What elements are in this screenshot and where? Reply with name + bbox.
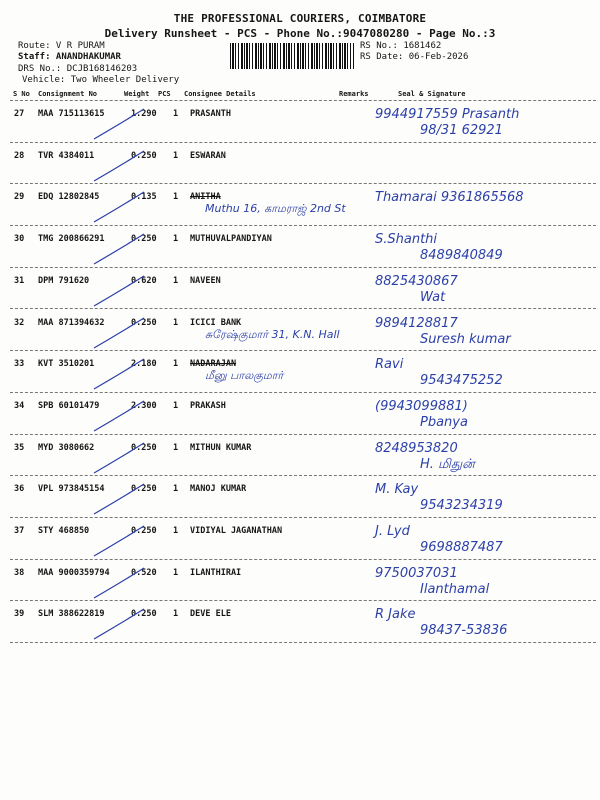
col-remarks: Remarks xyxy=(339,90,369,98)
row-pcs: 1 xyxy=(173,442,179,453)
row-weight: 0.250 xyxy=(131,442,157,453)
row-consignee: MANOJ KUMAR xyxy=(190,484,247,495)
row-pcs: 1 xyxy=(173,567,179,578)
row-consignment: DPM 791620 xyxy=(38,275,90,286)
row-sno: 37 xyxy=(14,526,25,536)
table-row xyxy=(0,226,600,268)
row-weight: 2.180 xyxy=(131,359,157,370)
vehicle-label: Vehicle: Two Wheeler Delivery xyxy=(22,75,180,85)
tick-mark xyxy=(88,522,158,562)
col-sno: S No xyxy=(13,90,30,98)
row-weight: 0.250 xyxy=(131,609,157,620)
row-pcs: 1 xyxy=(173,234,179,245)
table-row xyxy=(0,393,600,435)
signature-primary: 9944917559 Prasanth xyxy=(375,107,520,122)
table-row xyxy=(0,601,600,643)
signature-secondary: Ilanthamal xyxy=(420,581,490,597)
signature-primary: 8825430867 xyxy=(375,273,458,289)
rs-number: RS No.: 1681462 xyxy=(360,41,442,51)
signature-primary: 9750037031 xyxy=(375,565,458,581)
tick-mark xyxy=(88,355,158,395)
company-title: THE PROFESSIONAL COURIERS, COIMBATORE xyxy=(173,12,427,25)
col-consignment: Consignment No xyxy=(38,90,98,98)
signature-primary: 9894128817 xyxy=(375,315,458,331)
tick-mark xyxy=(88,480,158,520)
tick-mark xyxy=(88,188,158,228)
table-row xyxy=(0,268,600,310)
staff-label: Staff: ANANDHAKUMAR xyxy=(18,52,121,62)
row-consignment: VPL 973845154 xyxy=(38,484,105,495)
row-weight: 0.250 xyxy=(131,234,157,245)
table-row xyxy=(0,435,600,477)
row-consignee: NADARAJAN xyxy=(190,359,237,370)
signature-secondary: 8489840849 xyxy=(420,248,503,264)
row-consignment: STY 468850 xyxy=(38,526,90,536)
row-consignment: TVR 4384011 xyxy=(38,150,95,161)
row-weight: 0.250 xyxy=(131,317,157,328)
row-sno: 31 xyxy=(14,275,25,286)
row-consignment: MAA 871394632 xyxy=(38,317,105,328)
row-weight: 0.250 xyxy=(131,526,157,536)
table-row xyxy=(0,310,600,352)
table-row xyxy=(0,351,600,393)
row-weight: 0.135 xyxy=(131,192,157,203)
signature-primary: Thamarai 9361865568 xyxy=(375,190,524,206)
signature-primary: J. Lyd xyxy=(375,524,410,539)
row-consignee: MITHUN KUMAR xyxy=(190,442,252,453)
table-row xyxy=(0,476,600,518)
drs-number: DRS No.: DCJB168146203 xyxy=(18,64,138,74)
row-sno: 34 xyxy=(14,400,25,411)
row-consignment: KVT 3510201 xyxy=(38,359,95,370)
row-sno: 32 xyxy=(14,317,25,328)
col-weight: Weight xyxy=(124,90,150,98)
row-pcs: 1 xyxy=(173,526,179,536)
row-consignment: EDQ 12802845 xyxy=(38,192,100,203)
row-pcs: 1 xyxy=(173,150,179,161)
row-pcs: 1 xyxy=(173,609,179,620)
row-consignee: PRASANTH xyxy=(190,109,231,119)
row-weight: 1.290 xyxy=(131,109,157,119)
row-divider xyxy=(10,642,596,643)
row-consignee: NAVEEN xyxy=(190,275,221,286)
route-label: Route: V R PURAM xyxy=(18,41,105,51)
row-consignment: SPB 60101479 xyxy=(38,400,100,411)
signature-secondary: Wat xyxy=(420,289,446,305)
row-consignment: MAA 715113615 xyxy=(38,109,105,119)
row-weight: 0.250 xyxy=(131,150,157,161)
signature-secondary: Suresh kumar xyxy=(420,331,511,347)
row-consignee: VIDIYAL JAGANATHAN xyxy=(190,526,283,536)
row-pcs: 1 xyxy=(173,400,179,411)
row-sno: 29 xyxy=(14,192,25,203)
row-sno: 28 xyxy=(14,150,25,161)
table-row xyxy=(0,143,600,185)
row-consignment: MAA 9000359794 xyxy=(38,567,110,578)
row-consignee: PRAKASH xyxy=(190,400,226,411)
signature-secondary: 98437-53836 xyxy=(420,623,508,639)
row-consignee: ICICI BANK xyxy=(190,317,242,328)
row-pcs: 1 xyxy=(173,109,179,119)
row-consignee: DEVE ELE xyxy=(190,609,231,620)
row-pcs: 1 xyxy=(173,192,179,203)
table-row xyxy=(0,184,600,226)
row-weight: 2.300 xyxy=(131,400,157,411)
row-sno: 35 xyxy=(14,442,25,453)
tick-mark xyxy=(88,230,158,270)
tick-mark xyxy=(88,272,158,312)
row-pcs: 1 xyxy=(173,317,179,328)
signature-secondary: 98/31 62921 xyxy=(420,123,503,138)
row-pcs: 1 xyxy=(173,275,179,286)
row-consignment: SLM 388622819 xyxy=(38,609,105,620)
signature-secondary: 9543475252 xyxy=(420,373,503,389)
signature-secondary: 9543234319 xyxy=(420,498,503,514)
rs-date: RS Date: 06-Feb-2026 xyxy=(360,52,469,62)
signature-secondary: H. மிதுன் xyxy=(420,456,475,472)
tick-mark xyxy=(88,105,158,145)
row-sno: 33 xyxy=(14,359,25,370)
handwritten-note: Muthu 16, காமராஜ் 2nd St xyxy=(205,202,346,216)
signature-primary: 8248953820 xyxy=(375,440,458,456)
runsheet-subtitle: Delivery Runsheet - PCS - Phone No.:9047080280 - Page No.:3 xyxy=(104,27,496,40)
row-sno: 36 xyxy=(14,484,25,495)
col-seal: Seal & Signature xyxy=(398,90,466,98)
row-weight: 0.250 xyxy=(131,484,157,495)
row-weight: 0.620 xyxy=(131,275,157,286)
signature-primary: R Jake xyxy=(375,607,416,623)
row-pcs: 1 xyxy=(173,484,179,495)
table-row xyxy=(0,560,600,602)
table-row xyxy=(0,101,600,143)
handwritten-note: மீனு பாலகுமார் xyxy=(205,369,284,383)
barcode xyxy=(230,43,354,69)
signature-primary: M. Kay xyxy=(375,482,419,498)
handwritten-note: சுரேஷ்குமார் 31, K.N. Hall xyxy=(205,327,340,341)
signature-primary: Ravi xyxy=(375,357,404,373)
tick-mark xyxy=(88,564,158,604)
row-sno: 27 xyxy=(14,109,25,119)
row-consignee: ESWARAN xyxy=(190,150,226,161)
row-pcs: 1 xyxy=(173,359,179,370)
row-consignee: ANITHA xyxy=(190,192,221,203)
table-row xyxy=(0,518,600,560)
row-sno: 30 xyxy=(14,234,25,245)
tick-mark xyxy=(88,314,158,354)
row-consignment: TMG 200866291 xyxy=(38,234,105,245)
signature-primary: (9943099881) xyxy=(375,398,468,414)
signature-secondary: 9698887487 xyxy=(420,540,503,555)
col-pcs: PCS xyxy=(158,90,171,98)
signature-secondary: Pbanya xyxy=(420,414,468,430)
tick-mark xyxy=(88,605,158,645)
row-consignee: MUTHUVALPANDIYAN xyxy=(190,234,272,245)
row-consignee: ILANTHIRAI xyxy=(190,567,242,578)
tick-mark xyxy=(88,397,158,437)
signature-primary: S.Shanthi xyxy=(375,232,438,248)
tick-mark xyxy=(88,147,158,187)
row-sno: 38 xyxy=(14,567,25,578)
row-sno: 39 xyxy=(14,609,25,620)
col-consignee: Consignee Details xyxy=(184,90,256,98)
tick-mark xyxy=(88,439,158,479)
row-consignment: MYD 3080662 xyxy=(38,442,95,453)
row-weight: 0.520 xyxy=(131,567,157,578)
